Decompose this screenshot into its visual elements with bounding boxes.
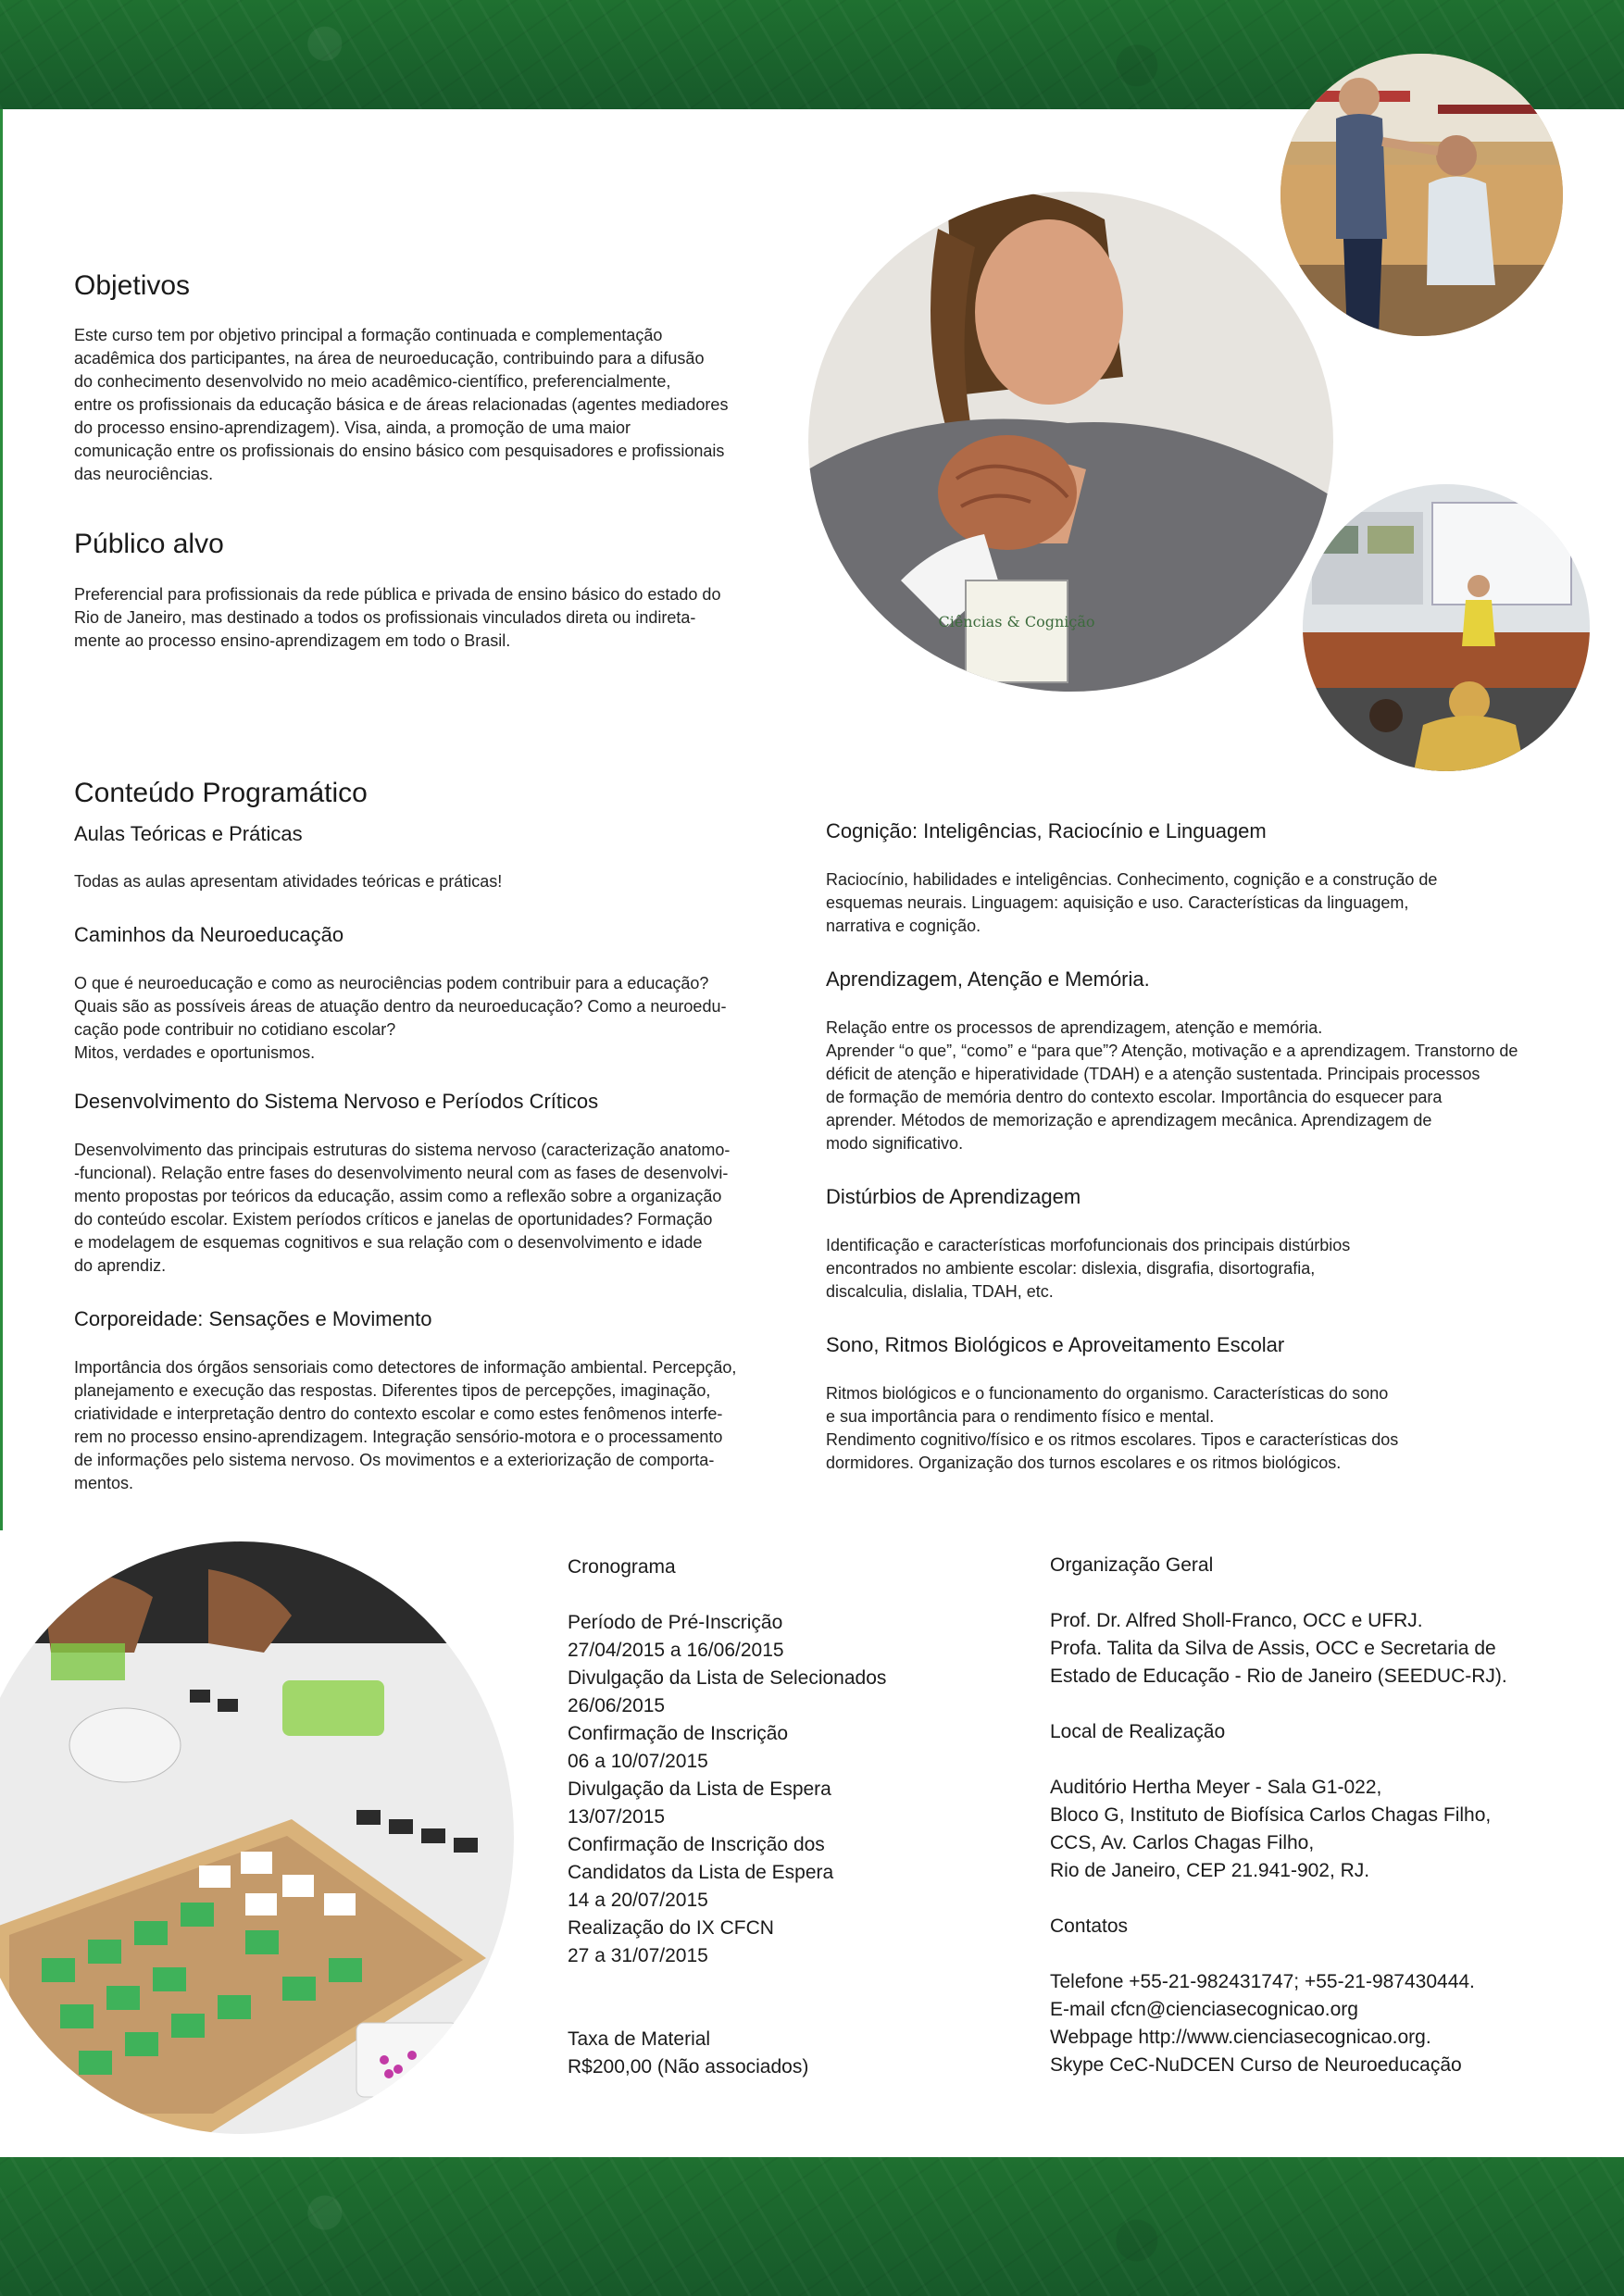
text-line: e sua importância para o rendimento físico e mental. bbox=[826, 1407, 1215, 1426]
text-line: dormidores. Organização dos turnos escolares e os ritmos biológicos. bbox=[826, 1454, 1342, 1472]
text-line: do aprendiz. bbox=[74, 1256, 167, 1275]
topic-text bbox=[74, 1139, 730, 1278]
local-line: Bloco G, Instituto de Biofísica Carlos Chagas Filho, bbox=[1050, 1804, 1492, 1826]
topic-heading: Aulas Teóricas e Práticas bbox=[74, 822, 303, 845]
schedule-line: 27 a 31/07/2015 bbox=[568, 1945, 708, 1966]
topic-text bbox=[826, 1234, 1350, 1304]
text-line: Preferencial para profissionais da rede pública e privada de ensino básico do estado do bbox=[74, 585, 721, 604]
text-line: discalculia, dislalia, TDAH, etc. bbox=[826, 1282, 1054, 1301]
text-line: de informações pelo sistema nervoso. Os movimentos e a exteriorização de comporta- bbox=[74, 1451, 715, 1469]
text-line: Este curso tem por objetivo principal a formação continuada e complementação bbox=[74, 326, 663, 344]
text-line: Desenvolvimento das principais estruturas do sistema nervoso (caracterização anatomo- bbox=[74, 1141, 731, 1159]
text-line: mentos. bbox=[74, 1474, 134, 1492]
topic-text bbox=[826, 868, 1437, 938]
text-line: encontrados no ambiente escolar: dislexia, disgrafia, disortografia, bbox=[826, 1259, 1316, 1278]
topic-heading: Sono, Ritmos Biológicos e Aproveitamento Escolar bbox=[826, 1333, 1285, 1356]
schedule-line: 06 a 10/07/2015 bbox=[568, 1751, 708, 1772]
text-line: mente ao processo ensino-aprendizagem em todo o Brasil. bbox=[74, 631, 511, 650]
schedule-line: 26/06/2015 bbox=[568, 1695, 666, 1716]
photo-brain-model bbox=[808, 192, 1333, 692]
schedule-line: Divulgação da Lista de Selecionados bbox=[568, 1667, 887, 1689]
topic-heading: Distúrbios de Aprendizagem bbox=[826, 1185, 1081, 1208]
photo-demonstration bbox=[1280, 54, 1563, 336]
topic-heading: Corporeidade: Sensações e Movimento bbox=[74, 1307, 432, 1330]
info-block bbox=[1050, 1552, 1507, 2079]
organizacao-title: Organização Geral bbox=[1050, 1554, 1214, 1576]
topic-heading: Cognição: Inteligências, Raciocínio e Linguagem bbox=[826, 819, 1267, 842]
local-line: CCS, Av. Carlos Chagas Filho, bbox=[1050, 1832, 1315, 1853]
publico-title: Público alvo bbox=[74, 529, 224, 559]
topic-text bbox=[74, 972, 726, 1065]
text-line: aprender. Métodos de memorização e aprendizagem mecânica. Aprendizagem de bbox=[826, 1111, 1432, 1129]
contact-email[interactable]: E-mail cfcn@cienciasecognicao.org bbox=[1050, 1999, 1358, 2020]
text-line: Quais são as possíveis áreas de atuação dentro da neuroeducação? Como a neuroedu- bbox=[74, 997, 727, 1016]
local-title: Local de Realização bbox=[1050, 1721, 1226, 1742]
text-line: Importância dos órgãos sensoriais como detectores de informação ambiental. Percepção, bbox=[74, 1358, 737, 1377]
text-line: Aprender “o que”, “como” e “para que”? Atenção, motivação e a aprendizagem. Transtorno de bbox=[826, 1042, 1518, 1060]
text-line: planejamento e execução das respostas. Diferentes tipos de percepções, imaginação, bbox=[74, 1381, 711, 1400]
topic-text bbox=[74, 1356, 736, 1495]
conteudo-title: Conteúdo Programático bbox=[74, 778, 368, 808]
topic-text bbox=[74, 870, 502, 893]
text-line: criatividade e interpretação dentro do contexto escolar e como estes fenômenos interfe- bbox=[74, 1404, 723, 1423]
schedule-line: 14 a 20/07/2015 bbox=[568, 1890, 708, 1911]
text-line: rem no processo ensino-aprendizagem. Integração sensório-motora e o processamento bbox=[74, 1428, 723, 1446]
text-line: narrativa e cognição. bbox=[826, 917, 981, 935]
text-line: Identificação e características morfofuncionais dos principais distúrbios bbox=[826, 1236, 1351, 1254]
organizacao-line: Profa. Talita da Silva de Assis, OCC e Secretaria de bbox=[1050, 1638, 1496, 1659]
topic-text bbox=[826, 1382, 1398, 1475]
text-line: do processo ensino-aprendizagem). Visa, ainda, a promoção de uma maior bbox=[74, 418, 631, 437]
publico-text bbox=[74, 583, 720, 653]
badge-label: Ciências & Cognição bbox=[938, 613, 1095, 630]
cronograma-title: Cronograma bbox=[568, 1556, 676, 1578]
text-line: esquemas neurais. Linguagem: aquisição e uso. Características da linguagem, bbox=[826, 893, 1409, 912]
photo-braille-board bbox=[0, 1541, 514, 2134]
schedule-line: 13/07/2015 bbox=[568, 1806, 666, 1828]
text-line: -funcional). Relação entre fases do desenvolvimento neural com as fases de desenvolvi- bbox=[74, 1164, 729, 1182]
text-line: e modelagem de esquemas cognitivos e sua relação com o desenvolvimento e idade bbox=[74, 1233, 703, 1252]
text-line: cação pode contribuir no cotidiano escolar? bbox=[74, 1020, 396, 1039]
local-line: Rio de Janeiro, CEP 21.941-902, RJ. bbox=[1050, 1860, 1370, 1881]
topic-heading: Desenvolvimento do Sistema Nervoso e Períodos Críticos bbox=[74, 1090, 599, 1113]
photo-lecture-room bbox=[1303, 484, 1590, 771]
schedule-line: Confirmação de Inscrição dos bbox=[568, 1834, 825, 1855]
text-line: entre os profissionais da educação básica e de áreas relacionadas (agentes mediadores bbox=[74, 395, 729, 414]
text-line: O que é neuroeducação e como as neurociências podem contribuir para a educação? bbox=[74, 974, 709, 992]
text-line: déficit de atenção e hiperatividade (TDAH) e a atenção sustentada. Principais processos bbox=[826, 1065, 1480, 1083]
schedule-line: Confirmação de Inscrição bbox=[568, 1723, 789, 1744]
text-line: das neurociências. bbox=[74, 465, 214, 483]
text-line: Relação entre os processos de aprendizagem, atenção e memória. bbox=[826, 1018, 1323, 1037]
text-line: Rio de Janeiro, mas destinado a todos os profissionais vinculados direta ou indireta- bbox=[74, 608, 696, 627]
left-edge-line bbox=[0, 109, 3, 1530]
text-line: do conteúdo escolar. Existem períodos críticos e janelas de oportunidades? Formação bbox=[74, 1210, 713, 1229]
text-line: modo significativo. bbox=[826, 1134, 964, 1153]
text-line: mento propostas por teóricos da educação, assim como a reflexão sobre a organização bbox=[74, 1187, 722, 1205]
text-line: Ritmos biológicos e o funcionamento do organismo. Características do sono bbox=[826, 1384, 1389, 1403]
organizacao-line: Prof. Dr. Alfred Sholl-Franco, OCC e UFRJ. bbox=[1050, 1610, 1423, 1631]
text-line: Rendimento cognitivo/físico e os ritmos escolares. Tipos e características dos bbox=[826, 1430, 1399, 1449]
schedule-line: 27/04/2015 a 16/06/2015 bbox=[568, 1640, 784, 1661]
contatos-title: Contatos bbox=[1050, 1915, 1129, 1937]
schedule-line: Período de Pré-Inscrição bbox=[568, 1612, 783, 1633]
text-line: Raciocínio, habilidades e inteligências. Conhecimento, cognição e a construção de bbox=[826, 870, 1438, 889]
topic-text bbox=[826, 1017, 1518, 1155]
schedule-line: Candidatos da Lista de Espera bbox=[568, 1862, 834, 1883]
objetivos-text bbox=[74, 324, 728, 486]
schedule-line: Divulgação da Lista de Espera bbox=[568, 1778, 831, 1800]
text-line: acadêmica dos participantes, na área de neuroeducação, contribuindo para a difusão bbox=[74, 349, 705, 368]
taxa-value: R$200,00 (Não associados) bbox=[568, 2056, 809, 2078]
topic-heading: Aprendizagem, Atenção e Memória. bbox=[826, 967, 1150, 991]
taxa-title: Taxa de Material bbox=[568, 2028, 711, 2050]
objetivos-title: Objetivos bbox=[74, 270, 191, 301]
text-line: do conhecimento desenvolvido no meio acadêmico-científico, preferencialmente, bbox=[74, 372, 671, 391]
text-line: comunicação entre os profissionais do ensino básico com pesquisadores e profissionais bbox=[74, 442, 725, 460]
text-line: de formação de memória dentro do contexto escolar. Importância do esquecer para bbox=[826, 1088, 1443, 1106]
schedule-line: Realização do IX CFCN bbox=[568, 1917, 774, 1939]
text-line: Mitos, verdades e oportunismos. bbox=[74, 1043, 316, 1062]
text-line: Todas as aulas apresentam atividades teóricas e práticas! bbox=[74, 872, 503, 891]
topic-heading: Caminhos da Neuroeducação bbox=[74, 923, 344, 946]
contact-webpage[interactable]: Webpage http://www.cienciasecognicao.org. bbox=[1050, 2027, 1431, 2048]
contact-skype: Skype CeC-NuDCEN Curso de Neuroeducação bbox=[1050, 2054, 1462, 2076]
contact-phone: Telefone +55-21-982431747; +55-21-987430444. bbox=[1050, 1971, 1475, 1992]
local-line: Auditório Hertha Meyer - Sala G1-022, bbox=[1050, 1777, 1382, 1798]
cronograma-block bbox=[568, 1554, 886, 2081]
organizacao-line: Estado de Educação - Rio de Janeiro (SEEDUC-RJ). bbox=[1050, 1666, 1507, 1687]
bottom-green-band bbox=[0, 2157, 1624, 2296]
